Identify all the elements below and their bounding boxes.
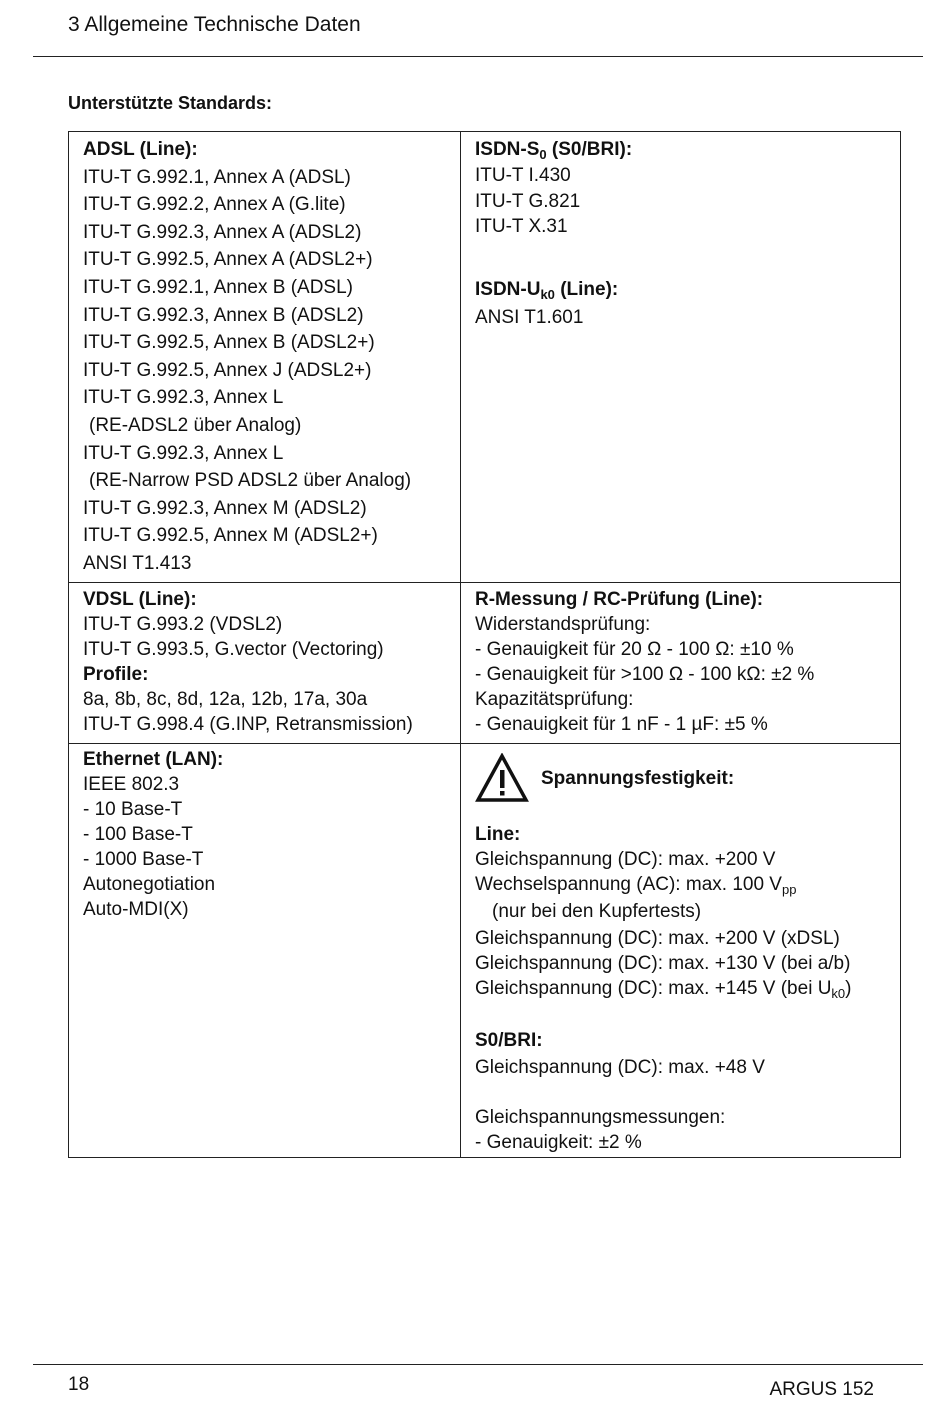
spannung-line: Wechselspannung (AC): max. 100 $V_{pp}$ [475, 874, 797, 897]
mess-heading: Gleichspannungsmessungen: [475, 1107, 726, 1128]
adsl-line: ITU-T G.992.5, Annex A (ADSL2+) [83, 249, 373, 271]
vdsl-profile-line: 8a, 8b, 8c, 8d, 12a, 12b, 17a, 30a [83, 689, 368, 710]
page-header: 3 Allgemeine Technische Daten [68, 13, 361, 36]
ethernet-line: Autonegotiation [83, 874, 216, 895]
isdn-uk0-line: ANSI T1.601 [475, 307, 584, 328]
spannung-heading: Spannungsfestigkeit: [541, 767, 735, 789]
isdn-cell [475, 136, 632, 333]
vdsl-line: ITU-T G.993.2 (VDSL2) [83, 614, 283, 635]
adsl-line: ITU-T G.992.5, Annex J (ADSL2+) [83, 359, 372, 381]
product-name: ARGUS 152 [769, 1379, 874, 1400]
adsl-line: ITU-T G.992.5, Annex B (ADSL2+) [83, 332, 375, 354]
spannung-line: Gleichspannung (DC): max. +130 V (bei a/b) [475, 953, 851, 974]
vdsl-heading: VDSL (Line): [83, 589, 197, 610]
ethernet-line: - 1000 Base-T [83, 849, 204, 870]
standards-table [68, 131, 901, 1158]
isdn-s0-heading: ISDN-$S_0$ (S0/BRI): [475, 139, 633, 162]
ethernet-line: IEEE 802.3 [83, 774, 180, 795]
table-row-divider [69, 582, 900, 583]
vdsl-profile-line: ITU-T G.998.4 (G.INP, Retransmission) [83, 714, 413, 735]
line-heading: Line: [475, 824, 521, 845]
table-column-divider [460, 132, 461, 1157]
adsl-line: ITU-T G.992.3, Annex L [83, 442, 284, 464]
ethernet-line: Auto-MDI(X) [83, 899, 189, 920]
spannung-line: Gleichspannung (DC): max. +200 V [475, 849, 776, 870]
isdn-s0-line: ITU-T X.31 [475, 216, 568, 237]
r-messung-line: - Genauigkeit für 20 Ω - 100 Ω: ±10 % [475, 639, 794, 660]
s0-heading: S0/BRI: [475, 1030, 543, 1051]
adsl-line: (RE-Narrow PSD ADSL2 über Analog) [89, 470, 412, 492]
mess-line: - Genauigkeit: ±2 % [475, 1132, 642, 1153]
spannung-line: Gleichspannung (DC): max. +200 V (xDSL) [475, 928, 840, 949]
adsl-line: ITU-T G.992.3, Annex M (ADSL2) [83, 497, 367, 519]
vdsl-cell [83, 587, 413, 737]
adsl-cell [83, 136, 411, 578]
section-title: Unterstützte Standards: [68, 93, 273, 113]
r-messung-line: Kapazitätsprüfung: [475, 689, 634, 710]
ethernet-line: - 10 Base-T [83, 799, 183, 820]
ethernet-heading: Ethernet (LAN): [83, 749, 224, 770]
s0-line: Gleichspannung (DC): max. +48 V [475, 1057, 765, 1078]
r-messung-cell [475, 587, 814, 737]
warning-triangle-icon [475, 753, 529, 803]
vdsl-line: ITU-T G.993.5, G.vector (Vectoring) [83, 639, 384, 660]
adsl-line: ANSI T1.413 [83, 552, 192, 574]
vdsl-profile-heading: Profile: [83, 664, 149, 685]
header-rule [33, 56, 923, 57]
footer-rule [33, 1364, 923, 1365]
warning-row [475, 752, 851, 804]
page-number: 18 [68, 1374, 90, 1395]
isdn-s0-line: ITU-T I.430 [475, 165, 571, 186]
adsl-line: ITU-T G.992.3, Annex A (ADSL2) [83, 221, 362, 243]
r-messung-line: - Genauigkeit für >100 Ω - 100 kΩ: ±2 % [475, 664, 815, 685]
adsl-line: ITU-T G.992.3, Annex B (ADSL2) [83, 304, 364, 326]
adsl-line: ITU-T G.992.5, Annex M (ADSL2+) [83, 525, 378, 547]
ethernet-line: - 100 Base-T [83, 824, 193, 845]
adsl-heading: ADSL (Line): [83, 139, 198, 160]
r-messung-line: - Genauigkeit für 1 nF - 1 µF: ±5 % [475, 714, 768, 735]
isdn-uk0-heading: ISDN-$U_{k0}$ (Line): [475, 279, 619, 302]
adsl-line: ITU-T G.992.1, Annex B (ADSL) [83, 276, 353, 298]
adsl-line: ITU-T G.992.2, Annex A (G.lite) [83, 194, 346, 216]
r-messung-line: Widerstandsprüfung: [475, 614, 651, 635]
ethernet-cell [83, 747, 223, 922]
adsl-line: ITU-T G.992.1, Annex A (ADSL) [83, 166, 351, 188]
isdn-s0-line: ITU-T G.821 [475, 191, 581, 212]
spannung-cell [475, 752, 851, 1155]
spannung-line: (nur bei den Kupfertests) [492, 901, 702, 922]
spannung-line: Gleichspannung (DC): max. +145 V (bei $U_{k0}$) [475, 978, 852, 1001]
r-messung-heading: R-Messung / RC-Prüfung (Line): [475, 589, 764, 610]
adsl-line: (RE-ADSL2 über Analog) [89, 414, 302, 436]
adsl-line: ITU-T G.992.3, Annex L [83, 387, 284, 409]
table-row-divider [69, 743, 900, 744]
